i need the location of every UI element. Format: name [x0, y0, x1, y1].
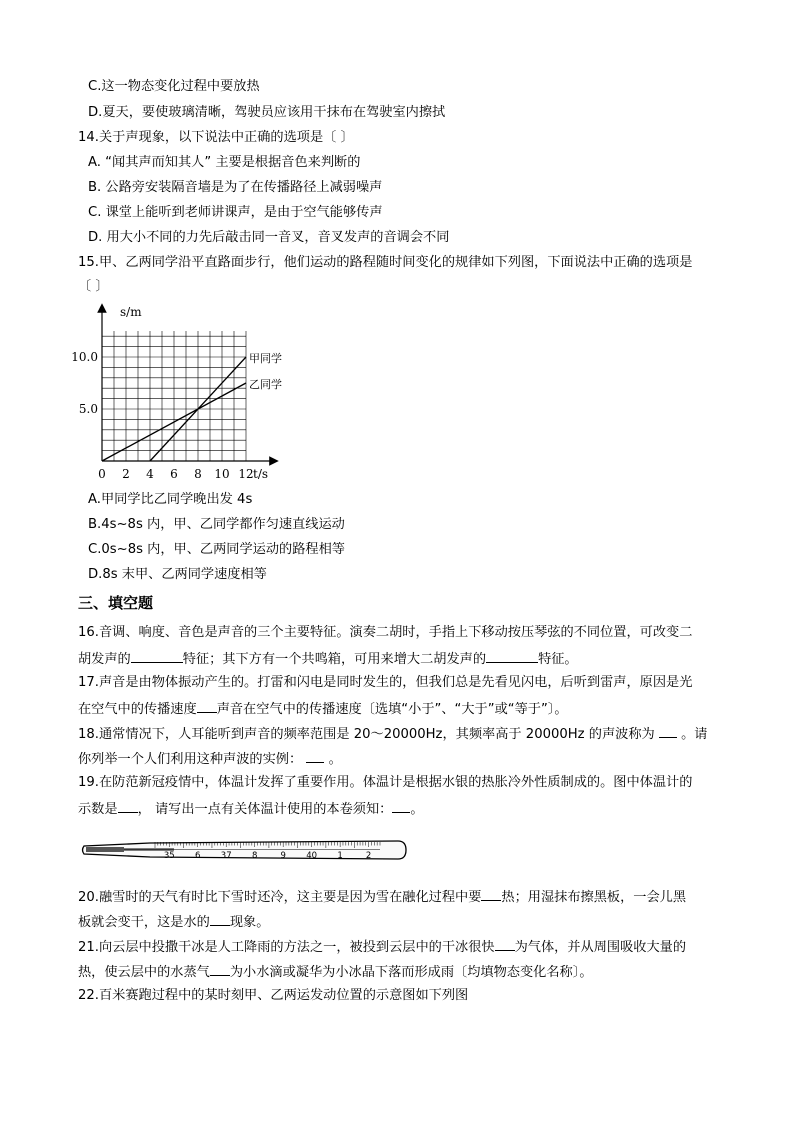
- q13-option-c: C.这一物态变化过程中要放热: [88, 79, 260, 94]
- q19-line1: 19.在防范新冠疫情中，体温计发挥了重要作用。体温计是根据水银的热胀冷外性质制成的。图中体温计的: [78, 775, 693, 790]
- q16-line2: [78, 649, 578, 669]
- series-label-yi: 乙同学: [249, 378, 282, 391]
- q17-line2: [78, 699, 568, 719]
- q20-text-b: 热；用湿抹布擦黑板，一会儿黑: [501, 890, 687, 905]
- q21-blank-2[interactable]: [210, 962, 230, 976]
- x-tick-label: 0: [98, 467, 106, 481]
- q20-blank-2[interactable]: [210, 912, 230, 926]
- x-tick-label: 12: [238, 467, 254, 481]
- q14-option-d: D. 用大小不同的力先后敲击同一音叉，音叉发声的音调会不同: [88, 230, 450, 245]
- q17-text-a: 在空气中的传播速度: [78, 702, 197, 717]
- q21-line2: [78, 962, 593, 982]
- q20-line1: [78, 887, 686, 907]
- thermometer-label: 40: [306, 851, 318, 861]
- q18-blank-2[interactable]: [306, 749, 324, 763]
- thermometer-label: 6: [195, 851, 201, 861]
- q19-line2: [78, 799, 424, 819]
- q19-blank-1[interactable]: [118, 799, 138, 813]
- q21-text-d: 为小水滴或凝华为小冰晶下落而形成雨〔均填物态变化名称〕。: [229, 965, 593, 980]
- q15-option-a: A.甲同学比乙同学晚出发 4s: [88, 492, 253, 507]
- x-tick-label: 4: [146, 467, 154, 481]
- q19-text-a: 示数是: [78, 802, 118, 817]
- q14-option-a: A. “闻其声而知其人” 主要是根据音色来判断的: [88, 155, 361, 170]
- series-label-jia: 甲同学: [249, 352, 282, 365]
- x-axis-label: t/s: [253, 467, 269, 481]
- q20-text-a: 20.融雪时的天气有时比下雪时还冷，这主要是因为雪在融化过程中要: [78, 890, 482, 905]
- thermometer-label: 1: [337, 851, 343, 861]
- q22-stem: 22.百米赛跑过程中的某时刻甲、乙两运发动位置的示意图如下列图: [78, 988, 469, 1003]
- y-axis-label: s/m: [120, 305, 142, 319]
- q21-text-b: 为气体，并从周围吸收大量的: [514, 940, 687, 955]
- q18-blank-1[interactable]: [659, 724, 677, 738]
- q19-blank-2[interactable]: [392, 799, 410, 813]
- q15-stem-line1: 15.甲、乙两同学沿平直路面步行，他们运动的路程随时间变化的规律如下列图，下面说法中正确的选项是: [78, 255, 693, 270]
- x-tick-label: 2: [122, 467, 130, 481]
- q14-stem: 14.关于声现象，以下说法中正确的选项是〔 〕: [78, 130, 354, 145]
- q15-option-b: B.4s~8s 内，甲、乙同学都作匀速直线运动: [88, 517, 345, 532]
- q16-blank-1[interactable]: [131, 649, 183, 663]
- thermometer-label: 37: [220, 851, 232, 861]
- distance-time-chart: [70, 300, 310, 485]
- q18-text-d: 。: [324, 752, 342, 767]
- thermometer-label: 9: [280, 851, 286, 861]
- q21-line1: [78, 937, 686, 957]
- q21-blank-1[interactable]: [495, 937, 515, 951]
- q19-text-b: ， 请写出一点有关体温计使用的本卷须知：: [137, 802, 393, 817]
- q20-text-d: 现象。: [229, 915, 270, 930]
- thermometer-label: 8: [251, 851, 258, 861]
- q15-option-c: C.0s~8s 内，甲、乙两同学运动的路程相等: [88, 542, 345, 557]
- x-tick-label: 10: [214, 467, 230, 481]
- chart-series-labels: [249, 352, 282, 391]
- thermometer-label: 35: [163, 851, 175, 861]
- q14-option-b: B. 公路旁安装隔音墙是为了在传播路径上减弱噪声: [88, 180, 383, 195]
- q14-option-c: C. 课堂上能听到老师讲课声，是由于空气能够传声: [88, 205, 383, 220]
- q19-text-c: 。: [410, 802, 424, 817]
- x-tick-label: 8: [194, 467, 202, 481]
- q16-line1: 16.音调、响度、音色是声音的三个主要特征。演奏二胡时，手指上下移动按压琴弦的不同位置，可改变二: [78, 625, 693, 640]
- y-tick-label: 5.0: [78, 402, 98, 416]
- q17-text-b: 声音在空气中的传播速度〔选填“小于”、“大于”或“等于”〕。: [216, 702, 568, 717]
- q18-text-b: 。请: [676, 727, 708, 742]
- q18-line1: [78, 724, 708, 744]
- q16-text-a: 胡发声的: [78, 652, 131, 667]
- q20-line2: [78, 912, 269, 932]
- q18-text-a: 18.通常情况下，人耳能听到声音的频率范围是 20～20000Hz，其频率高于 20000Hz 的声波称为: [78, 727, 659, 742]
- chart-grid: [102, 331, 246, 461]
- q15-option-d: D.8s 末甲、乙两同学速度相等: [88, 567, 267, 582]
- q13-option-d: D.夏天，要使玻璃清晰，驾驶员应该用干抹布在驾驶室内擦拭: [88, 105, 446, 120]
- x-tick-label: 6: [170, 467, 178, 481]
- q21-text-a: 21.向云层中投撒干冰是人工降雨的方法之一，被投到云层中的干冰很快: [78, 940, 495, 955]
- q20-blank-1[interactable]: [481, 887, 501, 901]
- q16-blank-2[interactable]: [486, 649, 538, 663]
- thermometer-label: 2: [365, 851, 372, 861]
- q18-text-c: 你列举一个人们利用这种声波的实例：: [78, 752, 307, 767]
- section-title-fill-in: 三、填空题: [78, 594, 154, 612]
- q16-text-b: 特征；其下方有一个共鸣箱，可用来增大二胡发声的: [182, 652, 487, 667]
- thermometer-bulb: [86, 847, 124, 852]
- q21-text-c: 热，使云层中的水蒸气: [78, 965, 210, 980]
- y-tick-label: 10.0: [71, 350, 98, 364]
- q15-stem-line2: 〔 〕: [78, 279, 109, 294]
- clinical-thermometer-figure: [80, 832, 408, 868]
- q17-blank-1[interactable]: [197, 699, 217, 713]
- q16-text-c: 特征。: [538, 652, 578, 667]
- q18-line2: [78, 749, 342, 769]
- q17-line1: 17.声音是由物体振动产生的。打雷和闪电是同时发生的，但我们总是先看见闪电，后听到雷声，原因是光: [78, 675, 693, 690]
- q20-text-c: 板就会变干，这是水的: [78, 915, 210, 930]
